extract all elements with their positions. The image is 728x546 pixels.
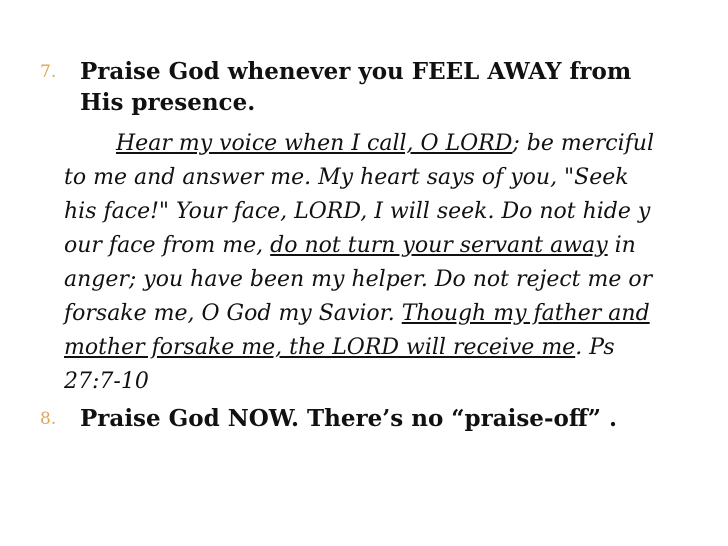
verse-reference: 27:7-10 bbox=[64, 369, 149, 394]
verse-underlined: mother forsake me, the LORD will receive me bbox=[64, 335, 576, 360]
verse-line: to me and answer me. My heart says of you, "Seek bbox=[64, 165, 629, 190]
verse-underlined: Though my father and bbox=[401, 301, 650, 326]
heading-line: Praise God whenever you FEEL AWAY from bbox=[80, 58, 632, 85]
verse-line: our face from me, do not turn your servant away in bbox=[64, 233, 636, 258]
item-number: 8. bbox=[40, 409, 57, 429]
verse-line: forsake me, O God my Savior. Though my father and bbox=[64, 301, 650, 326]
item-heading bbox=[80, 56, 680, 118]
item-heading bbox=[80, 403, 680, 434]
scripture-quote bbox=[64, 127, 696, 399]
verse-underlined: Hear my voice when I call, O LORD bbox=[116, 131, 513, 156]
list-item-8 bbox=[40, 403, 700, 435]
verse-line: his face!" Your face, LORD, I will seek. Do not hide y bbox=[64, 199, 651, 224]
list-item-7 bbox=[40, 56, 700, 120]
heading-line: Praise God NOW. There’s no “praise-off” . bbox=[80, 405, 617, 432]
verse-line: mother forsake me, the LORD will receive me. Ps bbox=[64, 335, 615, 360]
verse-line: anger; you have been my helper. Do not reject me or bbox=[64, 267, 653, 292]
verse-underlined: do not turn your servant away bbox=[270, 233, 608, 258]
heading-line: His presence. bbox=[80, 89, 256, 116]
verse-line: Hear my voice when I call, O LORD; be merciful bbox=[116, 131, 655, 156]
item-number: 7. bbox=[40, 62, 57, 82]
